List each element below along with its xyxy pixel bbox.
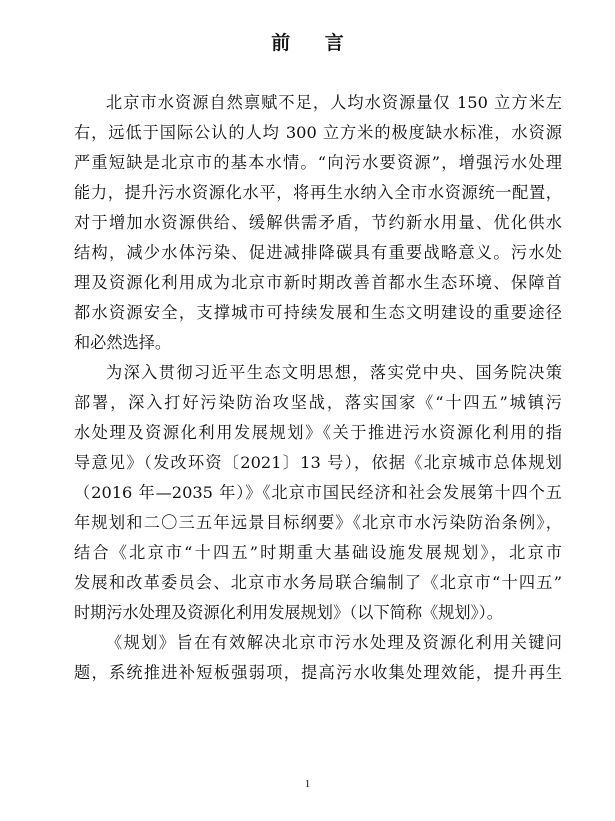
paragraph-1-line-6: 结构，减少水体污染、促进减排降碳具有重要战略意义。污水处 bbox=[74, 243, 562, 262]
paragraph-2-line-9: 时期污水处理及资源化利用发展规划》（以下简称《规划》）。 bbox=[74, 603, 503, 622]
paragraph-2-line-1: 为深入贯彻习近平生态文明思想，落实党中央、国务院决策 bbox=[106, 363, 562, 382]
paragraph-1-line-1: 北京市水资源自然禀赋不足，人均水资源量仅 150 立方米左 bbox=[106, 93, 562, 112]
paragraph-3-line-2: 题，系统推进补短板强弱项，提高污水收集处理效能，提升再生 bbox=[74, 663, 562, 682]
paragraph-1-line-9: 和必然选择。 bbox=[74, 333, 172, 352]
page-number: 1 bbox=[304, 778, 311, 790]
paragraph-2-line-5: （2016 年—2035 年）》《北京市国民经济和社会发展第十四个五 bbox=[74, 483, 562, 502]
paragraph-1-line-2: 右，远低于国际公认的人均 300 立方米的极度缺水标准，水资源 bbox=[74, 123, 562, 142]
paragraph-2-line-8: 发展和改革委员会、北京市水务局联合编制了《北京市“十四五” bbox=[74, 573, 562, 592]
paragraph-1-line-5: 对于增加水资源供给、缓解供需矛盾，节约新水用量、优化供水 bbox=[74, 213, 562, 232]
paragraph-1-line-7: 理及资源化利用成为北京市新时期改善首都水生态环境、保障首 bbox=[74, 273, 562, 292]
paragraph-1-line-3: 严重短缺是北京市的基本水情。“向污水要资源”，增强污水处理 bbox=[74, 153, 562, 172]
paragraph-3-line-1: 《规划》旨在有效解决北京市污水处理及资源化利用关键问 bbox=[106, 633, 562, 652]
paragraph-1-line-8: 都水资源安全，支撑城市可持续发展和生态文明建设的重要途径 bbox=[74, 303, 562, 322]
paragraph-2-line-7: 结合《北京市“十四五”时期重大基础设施发展规划》，北京市 bbox=[74, 543, 562, 562]
page-title: 前 言 bbox=[271, 32, 358, 54]
paragraph-2-line-4: 导意见》（发改环资〔2021〕13 号），依据《北京城市总体规划 bbox=[74, 453, 562, 472]
paragraph-1-line-4: 能力，提升污水资源化水平，将再生水纳入全市水资源统一配置， bbox=[74, 183, 562, 202]
paragraph-2-line-2: 部署，深入打好污染防治攻坚战，落实国家《“十四五”城镇污 bbox=[74, 393, 562, 412]
paragraph-2-line-6: 年规划和二〇三五年远景目标纲要》《北京市水污染防治条例》， bbox=[74, 513, 562, 532]
paragraph-2-line-3: 水处理及资源化利用发展规划》《关于推进污水资源化利用的指 bbox=[74, 423, 562, 442]
